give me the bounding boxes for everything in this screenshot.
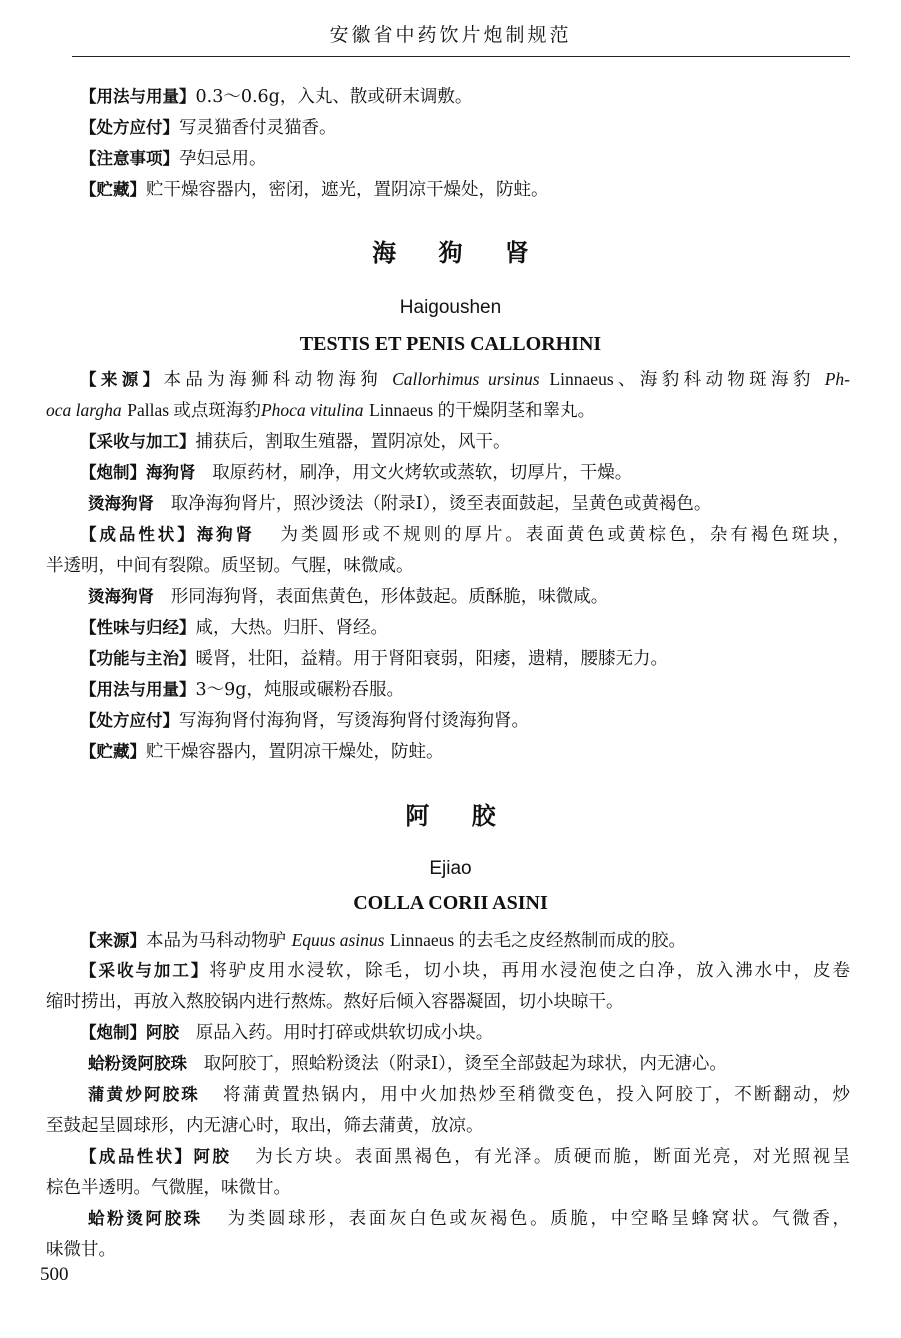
entry-text: Linnaeus 的去毛之皮经熬制而成的胶。 [390,930,687,950]
entry-label: 【用法与用量】 [80,680,196,699]
species-name: Equus asinus [291,930,385,950]
entry-text: 咸，大热。归肝、肾经。 [195,618,388,638]
traits-line-1 [80,524,850,546]
entry-label: 【采收与加工】 [80,961,210,980]
traits-variant-line [88,586,858,608]
harvest-line-2: 缩时捞出，再放入熬胶锅内进行熬炼。熬好后倾入容器凝固，切小块晾干。 [46,992,624,1012]
entry-text: 写灵猫香付灵猫香。 [179,118,337,138]
traits-line-2: 半透明，中间有裂隙。质坚韧。气腥，味微咸。 [46,556,414,576]
entry-label: 【贮藏】 [80,742,146,761]
harvest-line [80,431,850,453]
usage-line [80,679,850,701]
entry-text: 暖肾，壮阳，益精。用于肾阳衰弱，阳痿，遗精，腰膝无力。 [195,649,668,669]
header-rule [72,56,850,57]
traits-variant-line-1 [88,1208,850,1230]
processing-variant-line [88,493,858,515]
prescription-line [80,710,850,732]
entry-label: 【功能与主治】 [80,649,196,668]
traits-line-1 [80,1146,850,1168]
monograph-title-cn: 海 狗 肾 [372,239,529,267]
harvest-line-1 [80,960,850,982]
entry-text: 形同海狗肾，表面焦黄色，形体鼓起。质酥脆，味微咸。 [170,587,609,607]
processing-line [80,462,850,484]
processing-variant-line-2a [88,1084,850,1106]
processing-variant-line-2b: 至鼓起呈圆球形，内无溏心时，取出，筛去蒲黄，放凉。 [46,1116,484,1136]
entry-text: 将蒲黄置热锅内，用中火加热炒至稍微变色，投入阿胶丁，不断翻动，炒 [223,1085,851,1105]
entry-label: 【注意事项】 [80,149,179,168]
entry-label: 【来源】 [80,931,146,950]
source-line-1 [80,368,850,391]
entry-label: 【用法与用量】 [80,87,196,106]
entry-text: 取阿胶丁，照蛤粉烫法（附录Ⅰ），烫至全部鼓起为球状，内无溏心。 [203,1054,727,1074]
running-header-title: 安徽省中药饮片炮制规范 [329,24,572,46]
entry-label: 【炮制】海狗肾 [80,463,196,482]
page-number: 500 [40,1264,69,1285]
top-prescription [80,117,850,139]
processing-variant-line-1 [88,1053,858,1075]
entry-text: 0.3～0.6g，入丸、散或研末调敷。 [195,87,473,107]
traits-line-2: 棕色半透明。气微腥，味微甘。 [46,1178,291,1198]
source-line [80,929,850,952]
entry-label: 烫海狗肾 [88,494,154,513]
entry-text: 写海狗肾付海狗肾，写烫海狗肾付烫海狗肾。 [179,711,529,731]
species-name: Callorhimus ursinus [392,369,540,389]
entry-text: 贮干燥容器内，密闭，遮光，置阴凉干燥处，防蛀。 [146,180,549,200]
species-name: Ph- [824,369,850,389]
monograph-latin-name: COLLA CORII ASINI [353,892,548,914]
species-name: Phoca vitulina [260,400,364,420]
entry-label: 【性味与归经】 [80,618,196,637]
entry-text: 取净海狗肾片，照沙烫法（附录Ⅰ），烫至表面鼓起，呈黄色或黄褐色。 [170,494,712,514]
entry-text: 将驴皮用水浸软，除毛，切小块，再用水浸泡使之白净，放入沸水中，皮卷 [209,961,851,981]
entry-label: 【贮藏】 [80,180,146,199]
entry-text: 孕妇忌用。 [179,149,267,169]
entry-text: 本品为海狮科动物海狗 [163,370,383,390]
entry-label: 【处方应付】 [80,118,179,137]
entry-label: 【成品性状】阿胶 [80,1147,232,1166]
entry-text: 本品为马科动物驴 [146,931,286,951]
entry-text: 贮干燥容器内，置阴凉干燥处，防蛀。 [146,742,444,762]
entry-text: Linnaeus、海豹科动物斑海豹 [549,369,815,389]
entry-label: 【处方应付】 [80,711,179,730]
nature-line [80,617,850,639]
entry-text: 3～9g，炖服或碾粉吞服。 [195,680,404,700]
entry-label: 【成品性状】海狗肾 [80,525,255,544]
monograph-title-cn: 阿 胶 [405,802,496,830]
entry-text: Pallas 或点斑海豹 [127,400,261,420]
traits-variant-line-2: 味微甘。 [46,1240,116,1260]
monograph-latin-name: TESTIS ET PENIS CALLORHINI [299,333,602,355]
entry-text: 捕获后，割取生殖器，置阴凉处，风干。 [195,432,511,452]
entry-label: 蒲黄炒阿胶珠 [88,1085,200,1104]
top-usage [80,86,850,108]
storage-line [80,741,850,763]
entry-label: 【来源】 [80,370,164,389]
entry-label: 烫海狗肾 [88,587,154,606]
function-line [80,648,850,670]
entry-text: 为类圆形或不规则的厚片。表面黄色或黄棕色，杂有褐色斑块， [280,525,851,545]
entry-text: Linnaeus 的干燥阴茎和睾丸。 [369,400,596,420]
entry-text: 取原药材，刷净，用文火烤软或蒸软，切厚片，干燥。 [212,463,633,483]
top-caution [80,148,850,170]
species-name: oca largha [46,400,122,420]
monograph-pinyin: Haigoushen [399,297,502,318]
processing-line [80,1022,850,1044]
entry-text: 为长方块。表面黑褐色，有光泽。质硬而脆，断面光亮，对光照视呈 [255,1147,851,1167]
entry-label: 【采收与加工】 [80,432,196,451]
top-storage [80,179,850,201]
entry-text: 为类圆球形，表面灰白色或灰褐色。质脆，中空略呈蜂窝状。气微香， [227,1209,850,1229]
entry-label: 【炮制】阿胶 [80,1023,179,1042]
entry-text: 原品入药。用时打碎或烘软切成小块。 [195,1023,494,1043]
monograph-pinyin: Ejiao [429,858,472,879]
entry-label: 蛤粉烫阿胶珠 [88,1209,203,1228]
source-line-2 [46,399,850,422]
entry-label: 蛤粉烫阿胶珠 [88,1054,187,1073]
